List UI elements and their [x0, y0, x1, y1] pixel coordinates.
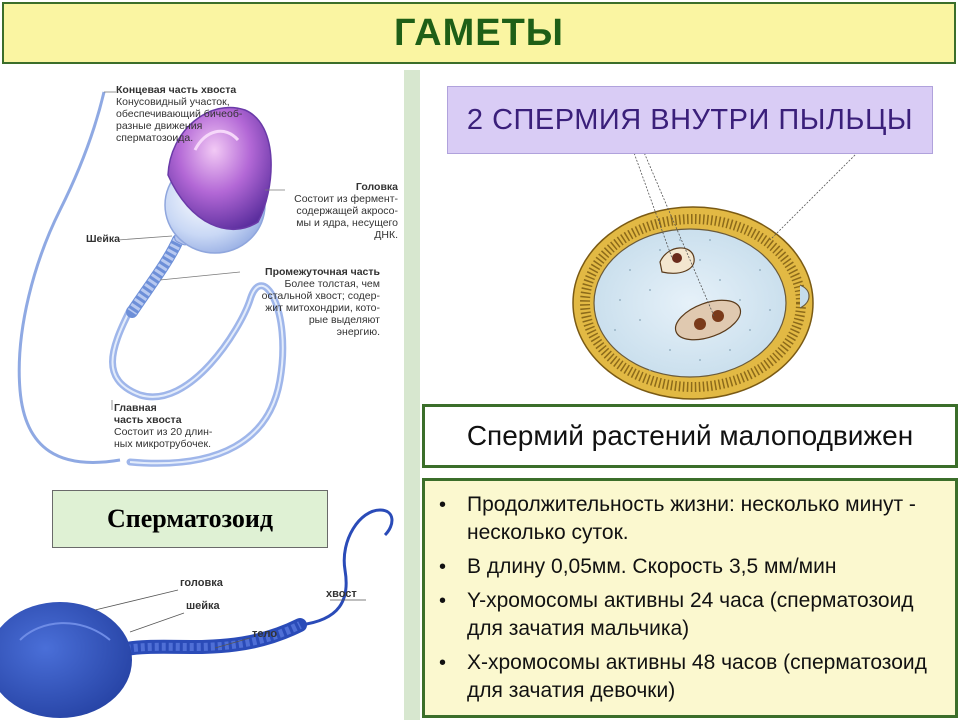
sperm-nucleus-upper — [672, 253, 682, 263]
main-tail-label: Главная часть хвоста Состоит из 20 длин- ных микротрубочек. — [114, 402, 213, 450]
end-tail-label: Концевая часть хвоста Конусовидный участок, обеспечивающий бичеоб- разные движения сперматозоида. — [116, 84, 243, 144]
pollen-diagram — [573, 150, 860, 399]
page-title: ГАМЕТЫ — [393, 11, 564, 54]
bullet-icon: • — [439, 590, 447, 612]
fact-item: • Y-хромосомы активны 24 часа (сперматозоид для зачатия мальчика) — [439, 589, 914, 640]
fact-item: • X-хромосомы активны 48 часов (сперматозоид для зачатия девочки) — [439, 651, 927, 702]
bottom-neck-label: шейка — [186, 600, 220, 612]
midpiece-rings — [132, 240, 178, 312]
plant-sperm-box — [422, 404, 958, 468]
tail-end-line — [19, 92, 120, 462]
fact-item: • В длину 0,05мм. Скорость 3,5 мм/мин — [433, 553, 945, 581]
head-label: Головка Состоит из фермент- содержащей акросо- мы и ядра, несущего ДНК. — [294, 181, 398, 241]
head-bottom — [0, 602, 132, 718]
sperm-nucleus-lower-1 — [694, 318, 706, 330]
bullet-icon: • — [439, 652, 447, 674]
bottom-tail-label: хвост — [326, 588, 357, 600]
bottom-head-label: головка — [180, 577, 223, 589]
bullet-icon: • — [439, 494, 447, 516]
plant-sperm-text: Спермий растений малоподвижен — [466, 420, 914, 451]
facts-box — [422, 478, 958, 718]
midpiece-label: Промежуточная часть Более толстая, чем остальной хвост; содер- жит митохондрии, кото- рые выделяют энергию. — [261, 266, 380, 338]
bullet-icon: • — [439, 556, 447, 578]
fact-item: • Продолжительность жизни: несколько минут - несколько суток. — [439, 493, 916, 544]
facts-list — [433, 491, 945, 705]
neck-label: Шейка — [86, 233, 120, 245]
spermatozoon-label: Сперматозоид — [52, 490, 328, 548]
bottom-body-label: тело — [252, 628, 278, 640]
pollen-label: 2 СПЕРМИЯ ВНУТРИ ПЫЛЬЦЫ — [447, 86, 933, 154]
